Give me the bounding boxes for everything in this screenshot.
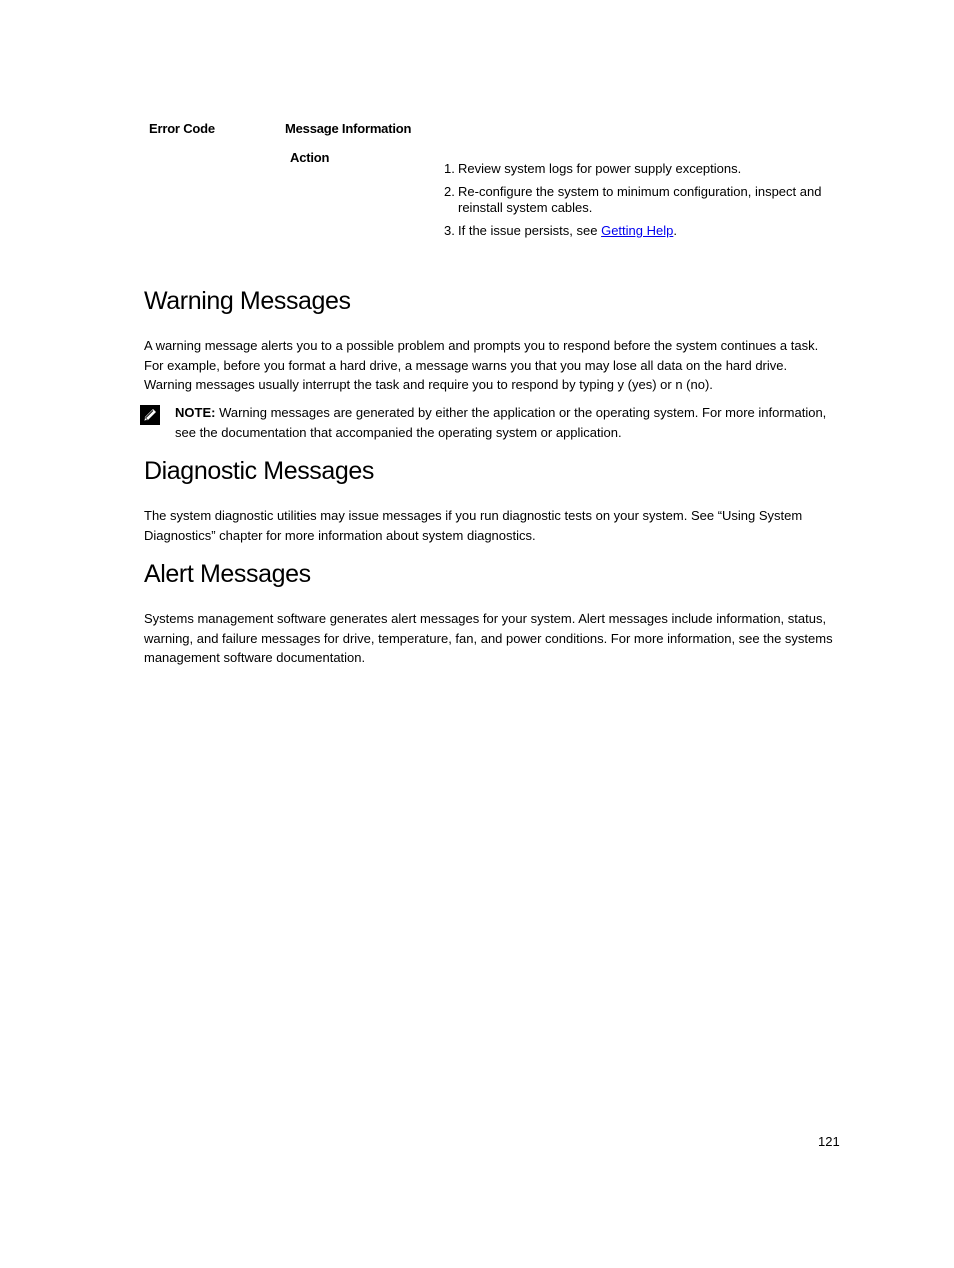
step-text-end: . (673, 223, 677, 238)
action-steps-list (441, 161, 841, 246)
warning-messages-heading: Warning Messages (144, 287, 351, 315)
step-number: 3. (444, 223, 455, 238)
action-step (441, 184, 841, 216)
getting-help-link[interactable]: Getting Help (601, 223, 674, 238)
alert-messages-heading: Alert Messages (144, 560, 311, 588)
warning-messages-body: A warning message alerts you to a possible problem and prompts you to respond before the system continues a task. For example, before you format a hard drive, a message warns you that you may lose all data on the hard drive. Warning messages usually interrupt the task and require you to respond by typing y (yes) or n (no). (144, 338, 819, 392)
note-body: Warning messages are generated by either the application or the operating system. For more information, see the documentation that accompanied the operating system or application. (175, 405, 827, 440)
note-label: NOTE: (175, 405, 216, 420)
alert-messages-body: Systems management software generates alert messages for your system. Alert messages include information, status, warning, and failure messages for drive, temperature, fan, and power conditions. For more information, see the systems management software documentation. (144, 611, 833, 665)
pencil-note-icon (140, 405, 160, 425)
step-text: Re-configure the system to minimum configuration, inspect and reinstall system cables. (458, 184, 822, 215)
action-step (441, 161, 841, 177)
table-header-message-information: Message Information (285, 121, 412, 136)
step-text: If the issue persists, see (458, 223, 602, 238)
step-text: Review system logs for power supply exceptions. (458, 161, 742, 176)
diagnostic-messages-heading: Diagnostic Messages (144, 457, 375, 485)
diagnostic-messages-body: The system diagnostic utilities may issue messages if you run diagnostic tests on your system. See “Using System Diagnostics” chapter for more information about system diagnostics. (144, 508, 803, 543)
step-number: 1. (444, 161, 455, 176)
note-text (175, 403, 840, 443)
table-header-error-code: Error Code (149, 121, 215, 136)
page-number: 121 (818, 1134, 840, 1149)
step-number: 2. (444, 184, 455, 199)
action-step (441, 223, 841, 239)
table-header-action: Action (290, 150, 330, 165)
